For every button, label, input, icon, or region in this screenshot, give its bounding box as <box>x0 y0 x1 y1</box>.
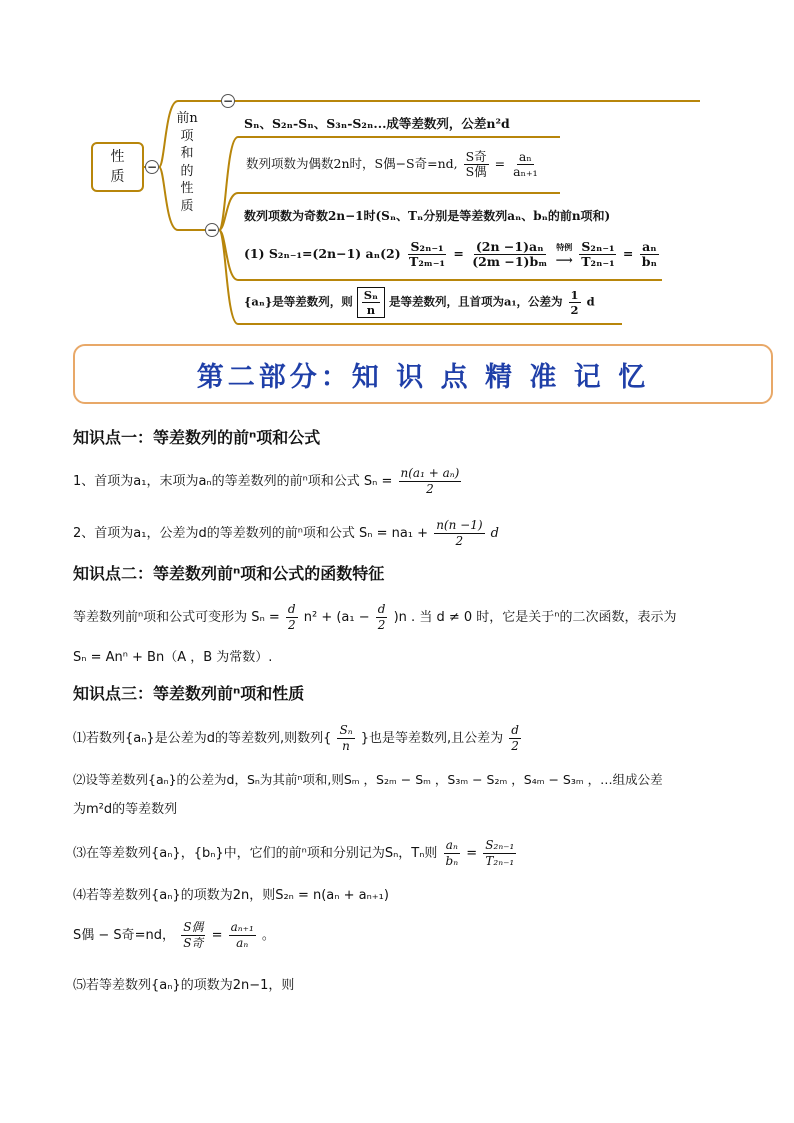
mindmap-leaf: Sₙ、S₂ₙ-Sₙ、S₃ₙ-S₂ₙ...成等差数列，公差n²d <box>244 116 510 131</box>
section-banner <box>73 344 773 404</box>
property-3: ⑶在等差数列{aₙ}，{bₙ}中，它们的前ⁿ项和分别记为Sₙ，Tₙ则 $\frac{\text{aₙ}}{\text{bₙ}}$ = $\frac{\text{S₂ₙ₋₁}}{\text{T₂ₙ₋₁}}$ <box>73 838 515 868</box>
property-4-cont: S偶 − S奇=nd， $\frac{\text{S偶}}{\text{S奇}}$ = $\frac{\text{aₙ₊₁}}{\text{aₙ}}$ 。 <box>73 920 275 950</box>
property-5: ⑸若等差数列{aₙ}的项数为2n−1，则 <box>73 978 295 993</box>
property-2: ⑵设等差数列{aₙ}的公差为d，Sₙ为其前ⁿ项和,则Sₘ ，S₂ₘ − Sₘ ，S₃ₘ − S₂ₘ ，S₄ₘ − S₃ₘ ，…组成公差 <box>73 772 663 787</box>
mindmap-leaf: (1) S₂ₙ₋₁=(2n−1) aₙ(2) $\frac{\text{S₂ₙ₋₁}}{\text{T₂ₘ₋₁}}$ = $\frac{\text{(2n −1)aₙ}}{\text{(2m −1)bₘ}}$ 特例 ⟶ $\frac{\text{S₂ₙ₋₁}}{\text{T₂ₙ₋₁}}$ = $\frac{\text{aₙ}}{\text{bₙ}}$ <box>244 239 657 269</box>
collapse-icon[interactable]: − <box>146 160 158 174</box>
mindmap-root-node <box>91 142 144 192</box>
branch-label: 前n项和的性质 <box>176 111 198 214</box>
property-4: ⑷若等差数列{aₙ}的项数为2n，则S₂ₙ = n(aₙ + aₙ₊₁) <box>73 888 389 903</box>
root-label-bottom: 质 <box>110 169 125 185</box>
text-line: Sₙ = Anⁿ + Bn（A ，B 为常数）. <box>73 650 273 665</box>
knowledge-point-2-title: 知识点二：等差数列前ⁿ项和公式的函数特征 <box>73 564 385 583</box>
root-label-top: 性 <box>110 149 125 165</box>
formula-line: 等差数列前ⁿ项和公式可变形为 Sₙ = $\frac{d}{2}$ n² + (a₁ − $\frac{d}{2}$ )n . 当 d ≠ 0 时，它是关于ⁿ的二次函数，表示为 <box>73 602 677 632</box>
knowledge-point-3-title: 知识点三：等差数列前ⁿ项和性质 <box>73 684 305 703</box>
knowledge-point-1-title: 知识点一：等差数列的前ⁿ项和公式 <box>73 428 321 447</box>
property-2-cont: 为m²d的等差数列 <box>73 802 178 817</box>
mindmap-leaf: {aₙ}是等差数列，则 $\frac{\text{Sₙ}}{n}$ 是等差数列，且首项为a₁，公差为 $\frac{1}{2}$ d <box>244 288 595 317</box>
formula-line: 1、首项为a₁，末项为aₙ的等差数列的前ⁿ项和公式 Sₙ = $\frac{\text{n(a₁ + aₙ)}}{2}$ <box>73 466 460 496</box>
property-1: ⑴若数列{aₙ}是公差为d的等差数列,则数列{ $\frac{\text{Sₙ}}{n}$ }也是等差数列,且公差为 $\frac{d}{2}$ <box>73 723 519 753</box>
collapse-icon[interactable]: − <box>222 94 234 108</box>
formula-line: 2、首项为a₁，公差为d的等差数列的前ⁿ项和公式 Sₙ = na₁ + $\frac{n(n -1)}{2}$ d <box>73 518 499 548</box>
section-title: 第二部分：知 识 点 精 准 记 忆 <box>196 361 650 393</box>
mindmap-leaf: 数列项数为奇数2n−1时(Sₙ、Tₙ分别是等差数列aₙ、bₙ的前n项和) <box>244 209 611 223</box>
mind-map <box>0 0 794 335</box>
collapse-icon[interactable]: − <box>206 223 218 237</box>
arrow-label: 特例 <box>556 242 573 252</box>
mindmap-leaf: 数列项数为偶数2n时，S偶−S奇=nd, $\frac{\text{S奇}}{\text{S偶}}$ = $\frac{\text{aₙ}}{\text{aₙ₊₁}}$ <box>246 149 538 179</box>
